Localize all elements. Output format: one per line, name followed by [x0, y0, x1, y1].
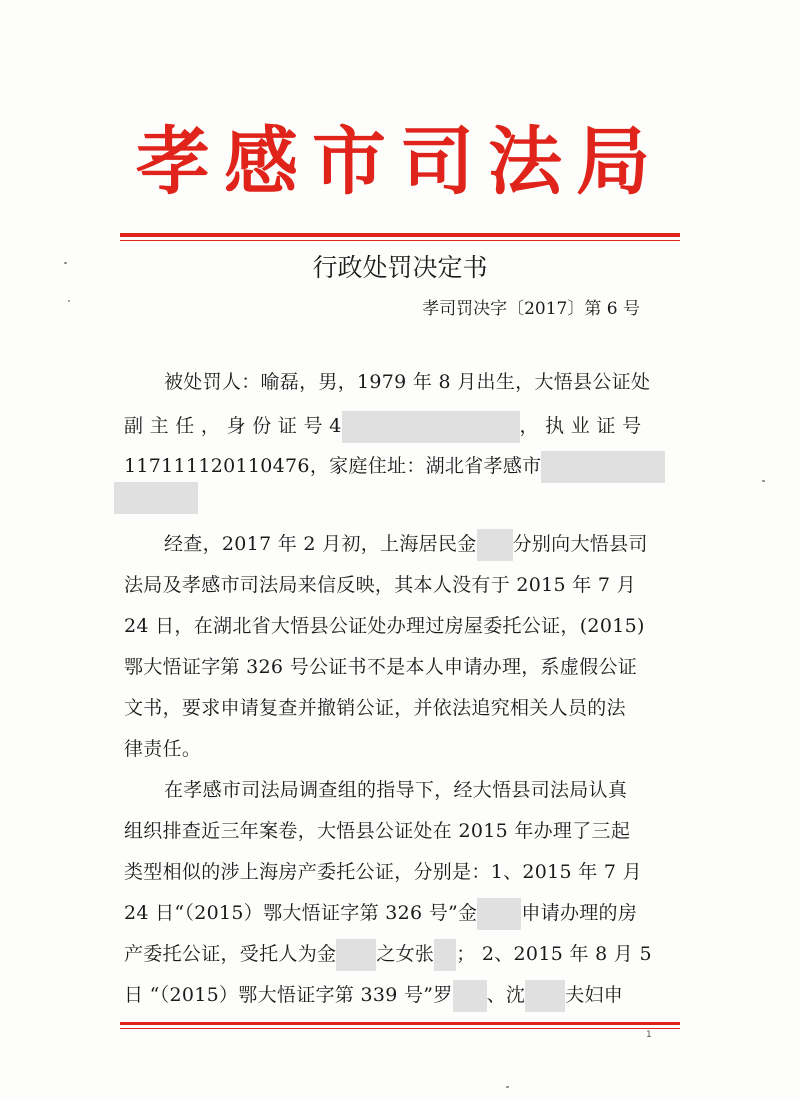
- redacted-name: [477, 529, 513, 561]
- para3-line4-text-b: 申请办理的房: [521, 902, 638, 924]
- page-number: 1: [646, 1030, 652, 1040]
- header-rule-thin: [120, 240, 680, 241]
- redacted-name: [434, 939, 456, 971]
- para1-line3: [124, 446, 665, 486]
- para3-line1: 在孝感市司法局调查组的指导下，经大悟县司法局认真: [164, 779, 628, 801]
- para2-line4: 鄂大悟证字第 326 号公证书不是本人申请办理，系虚假公证: [124, 656, 638, 678]
- para2-line1: [164, 524, 648, 564]
- para3-line6-text-a: 日 “（2015）鄂大悟证字第 339 号”罗: [124, 984, 453, 1006]
- para3-line6-text-c: 夫妇申: [565, 984, 624, 1006]
- scan-speck: [762, 480, 765, 482]
- para2-line6: 律责任。: [124, 738, 202, 760]
- document-title: 行政处罚决定书: [312, 253, 488, 282]
- para3-line5: [124, 934, 652, 974]
- redacted-name: [336, 939, 376, 971]
- scan-speck: [64, 262, 67, 264]
- para1-line1: 被处罚人：喻磊，男，1979 年 8 月出生，大悟县公证处: [164, 371, 651, 393]
- scan-speck: [506, 1086, 509, 1088]
- redacted-id-number: [342, 411, 520, 443]
- document-number: 孝司罚决字〔2017〕第 6 号: [422, 299, 640, 319]
- para2-line3: 24 日，在湖北省大悟县公证处办理过房屋委托公证，(2015): [124, 615, 645, 637]
- para1-line2: [124, 406, 641, 446]
- para3-line3: 类型相似的涉上海房产委托公证，分别是：1、2015 年 7 月: [124, 861, 642, 883]
- para1-line2-text-a: 副 主 任 ， 身 份 证 号 4: [124, 415, 342, 437]
- redacted-name: [453, 980, 487, 1012]
- para3-line5-text-b: 之女张: [376, 943, 435, 965]
- redacted-name: [525, 980, 565, 1012]
- para2-line1-text-a: 经查，2017 年 2 月初，上海居民金: [164, 533, 477, 555]
- para3-line4-text-a: 24 日“（2015）鄂大悟证字第 326 号”金: [124, 902, 478, 924]
- para3-line6: [124, 975, 623, 1015]
- para3-line4: [124, 893, 637, 933]
- para3-line2: 组织排查近三年案卷，大悟县公证处在 2015 年办理了三起: [124, 820, 631, 842]
- redacted-address: [541, 451, 665, 483]
- header-rule-thick: [120, 233, 680, 237]
- para1-line3-text: 117111120110476，家庭住址：湖北省孝感市: [124, 455, 542, 477]
- para2-line5: 文书，要求申请复查并撤销公证，并依法追究相关人员的法: [124, 697, 626, 719]
- footer-rule-thin: [120, 1028, 680, 1029]
- para1-line2-text-b: ， 执 业 证 号: [519, 415, 642, 437]
- footer-rule-thick: [120, 1022, 680, 1025]
- para3-line5-text-a: 产委托公证，受托人为金: [124, 943, 337, 965]
- para2-line2: 法局及孝感市司法局来信反映，其本人没有于 2015 年 7 月: [124, 574, 636, 596]
- redacted-address-continued: [114, 482, 198, 514]
- scan-speck: [68, 300, 70, 302]
- redacted-name: [477, 898, 521, 930]
- para2-line1-text-b: 分别向大悟县司: [512, 533, 648, 555]
- para3-line5-text-c: ； 2、2015 年 8 月 5: [456, 943, 652, 965]
- organization-header: 孝感市司法局: [136, 119, 664, 205]
- para3-line6-text-b: 、沈: [486, 984, 526, 1006]
